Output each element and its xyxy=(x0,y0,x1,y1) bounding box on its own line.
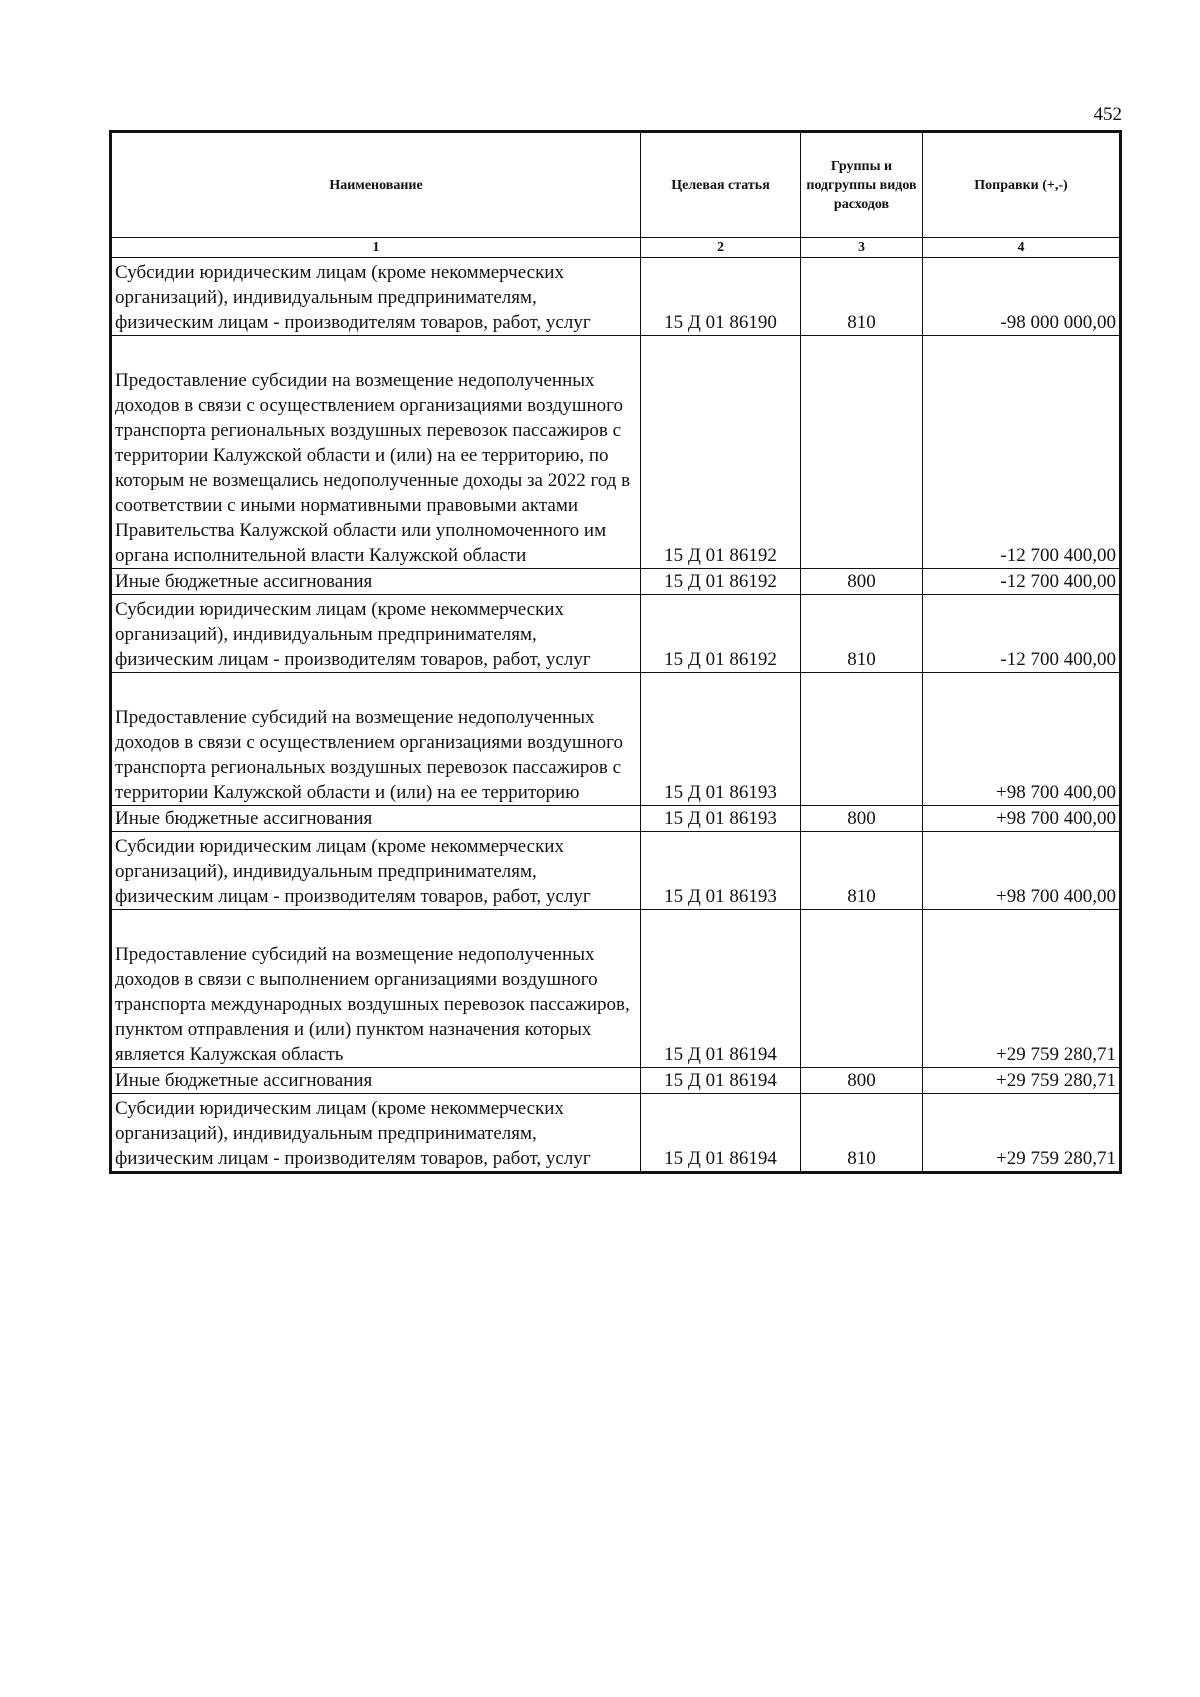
header-amendments: Поправки (+,-) xyxy=(923,132,1121,238)
row-name: Предоставление субсидии на возмещение недополученных доходов в связи с осуществлением организациями воздушного транспорта региональных воздушных перевозок пассажиров с территории Калужской области и (или) на ее территорию, по которым не возмещались недополученные доходы за 2022 год в соответствии с иными нормативными правовыми актами Правительства Калужской области или уполномоченного им органа исполнительной власти Калужской области xyxy=(111,336,641,569)
row-expense-type: 810 xyxy=(801,258,923,336)
row-name: Предоставление субсидий на возмещение недополученных доходов в связи с осуществлением организациями воздушного транспорта региональных воздушных перевозок пассажиров с территории Калужской области и (или) на ее территорию xyxy=(111,673,641,806)
row-name: Иные бюджетные ассигнования xyxy=(111,1068,641,1094)
row-amount: +98 700 400,00 xyxy=(923,832,1121,910)
row-target-code: 15 Д 01 86194 xyxy=(641,1068,801,1094)
row-target-code: 15 Д 01 86192 xyxy=(641,569,801,595)
row-name: Предоставление субсидий на возмещение недополученных доходов в связи с выполнением организациями воздушного транспорта международных воздушных перевозок пассажиров, пунктом отправления и (или) пунктом назначения которых является Калужская область xyxy=(111,910,641,1068)
column-number: 3 xyxy=(801,238,923,258)
table-row xyxy=(111,1068,1121,1094)
row-target-code: 15 Д 01 86193 xyxy=(641,673,801,806)
row-target-code: 15 Д 01 86190 xyxy=(641,258,801,336)
table-row xyxy=(111,595,1121,673)
row-expense-type xyxy=(801,336,923,569)
row-expense-type: 810 xyxy=(801,832,923,910)
row-target-code: 15 Д 01 86192 xyxy=(641,336,801,569)
row-expense-type: 810 xyxy=(801,1094,923,1173)
header-groups: Группы и подгруппы видов расходов xyxy=(801,132,923,238)
table-row xyxy=(111,806,1121,832)
table-row xyxy=(111,673,1121,806)
row-amount: +29 759 280,71 xyxy=(923,910,1121,1068)
row-target-code: 15 Д 01 86193 xyxy=(641,832,801,910)
column-number: 1 xyxy=(111,238,641,258)
row-target-code: 15 Д 01 86193 xyxy=(641,806,801,832)
row-target-code: 15 Д 01 86194 xyxy=(641,1094,801,1173)
table-row xyxy=(111,910,1121,1068)
header-target: Целевая статья xyxy=(641,132,801,238)
row-name: Субсидии юридическим лицам (кроме некоммерческих организаций), индивидуальным предпринимателям, физическим лицам - производителям товаров, работ, услуг xyxy=(111,1094,641,1173)
table-row xyxy=(111,258,1121,336)
row-amount: +29 759 280,71 xyxy=(923,1094,1121,1173)
page-number: 452 xyxy=(1093,104,1122,125)
table-row xyxy=(111,569,1121,595)
row-amount: +98 700 400,00 xyxy=(923,673,1121,806)
row-expense-type: 800 xyxy=(801,569,923,595)
row-expense-type xyxy=(801,910,923,1068)
row-expense-type: 800 xyxy=(801,806,923,832)
column-number: 4 xyxy=(923,238,1121,258)
row-amount: +98 700 400,00 xyxy=(923,806,1121,832)
row-amount: -12 700 400,00 xyxy=(923,569,1121,595)
table-row xyxy=(111,336,1121,569)
row-target-code: 15 Д 01 86192 xyxy=(641,595,801,673)
row-expense-type xyxy=(801,673,923,806)
row-amount: -12 700 400,00 xyxy=(923,595,1121,673)
row-amount: -98 000 000,00 xyxy=(923,258,1121,336)
table-header-row xyxy=(111,132,1121,238)
table-row xyxy=(111,1094,1121,1173)
header-name: Наименование xyxy=(111,132,641,238)
column-number-row xyxy=(111,238,1121,258)
row-target-code: 15 Д 01 86194 xyxy=(641,910,801,1068)
column-number: 2 xyxy=(641,238,801,258)
table-row xyxy=(111,832,1121,910)
row-amount: +29 759 280,71 xyxy=(923,1068,1121,1094)
row-name: Субсидии юридическим лицам (кроме некоммерческих организаций), индивидуальным предпринимателям, физическим лицам - производителям товаров, работ, услуг xyxy=(111,832,641,910)
row-name: Субсидии юридическим лицам (кроме некоммерческих организаций), индивидуальным предпринимателям, физическим лицам - производителям товаров, работ, услуг xyxy=(111,595,641,673)
budget-amendments-table xyxy=(109,130,1122,1174)
row-amount: -12 700 400,00 xyxy=(923,336,1121,569)
row-name: Субсидии юридическим лицам (кроме некоммерческих организаций), индивидуальным предпринимателям, физическим лицам - производителям товаров, работ, услуг xyxy=(111,258,641,336)
row-name: Иные бюджетные ассигнования xyxy=(111,806,641,832)
row-expense-type: 810 xyxy=(801,595,923,673)
row-expense-type: 800 xyxy=(801,1068,923,1094)
row-name: Иные бюджетные ассигнования xyxy=(111,569,641,595)
